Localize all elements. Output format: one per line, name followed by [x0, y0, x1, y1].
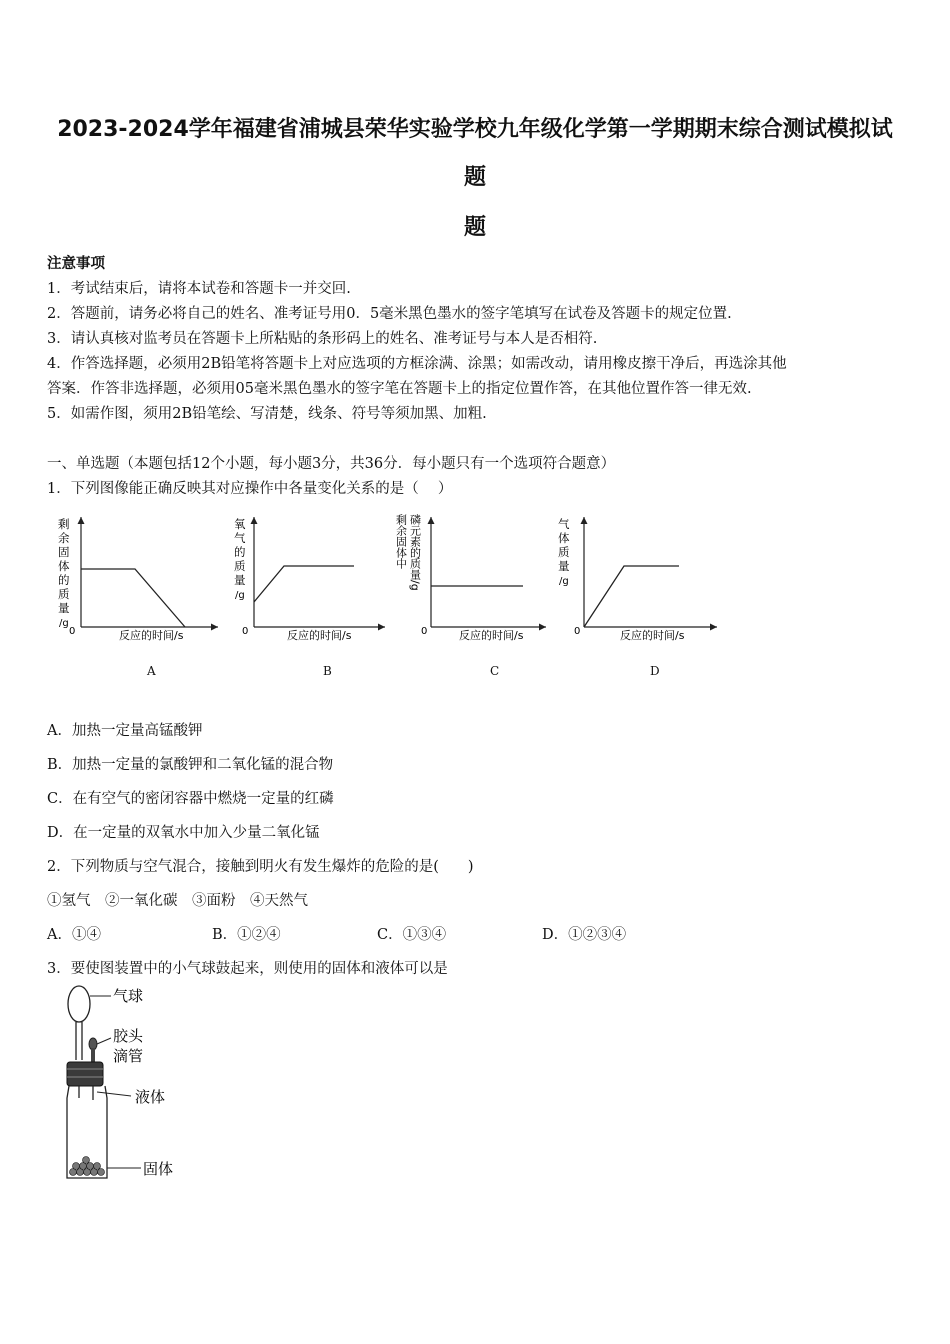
graph-b-ylabel: 量	[234, 573, 246, 587]
graph-a-ylabel: 量	[58, 601, 70, 615]
stopper-icon	[67, 1062, 103, 1086]
label-dropper: 胶头	[113, 1027, 144, 1045]
label-balloon: 气球	[113, 987, 144, 1005]
question-1-option-d: D．在一定量的双氧水中加入少量二氧化锰	[47, 825, 320, 841]
graph-a-ylabel: 余	[58, 531, 70, 545]
graph-b-label: B	[323, 664, 332, 678]
notice-heading: 注意事项	[47, 255, 105, 272]
notice-item: 答案．作答非选择题，必须用05毫米黑色墨水的签字笔在答题卡上的指定位置作答，在其他位置作答一律无效.	[47, 381, 752, 397]
graph-a-curve	[81, 569, 185, 627]
graph-a-ylabel: 固	[58, 545, 70, 559]
question-2-option-c: C．①③④	[377, 927, 447, 943]
question-2-option-a: A．①④	[47, 927, 101, 943]
notice-item: 2．答题前，请务必将自己的姓名、准考证号用0．5毫米黑色墨水的签字笔填写在试卷及答题卡的规定位置.	[47, 306, 732, 322]
graph-b-ylabel: 的	[234, 545, 246, 559]
graph-a-xlabel: 反应的时间/s	[119, 629, 184, 642]
label-liquid: 液体	[135, 1088, 166, 1106]
graph-a-ylabel: 体	[58, 559, 70, 573]
graph-b-ylabel: 气	[234, 531, 246, 545]
question-2-items: ①氢气 ②一氧化碳 ③面粉 ④天然气	[47, 893, 308, 909]
graph-a-ylabel: 剩	[58, 517, 70, 531]
graph-d-label: D	[650, 664, 660, 678]
apparatus-figure	[45, 982, 205, 1187]
graph-b-curve	[254, 566, 354, 602]
graph-c-label: C	[490, 664, 500, 678]
page-title: 2023-2024学年福建省浦城县荣华实验学校九年级化学第一学期期末综合测试模拟试	[57, 117, 893, 142]
graph-b-ylabel: 氧	[234, 517, 246, 531]
question-3-stem: 3．要使图装置中的小气球鼓起来，则使用的固体和液体可以是	[47, 961, 448, 977]
graph-d	[554, 512, 724, 647]
graph-a-ylabel: /g	[59, 618, 69, 629]
graph-c-ylabel: 磷元素的质量/g	[408, 514, 422, 591]
graph-d-xlabel: 反应的时间/s	[620, 629, 685, 642]
graph-c-origin: 0	[421, 626, 428, 637]
question-2-option-d: D．①②③④	[542, 927, 627, 943]
graph-d-origin: 0	[574, 626, 581, 637]
page-title-continued-2: 题	[463, 215, 486, 240]
notice-item: 1．考试结束后，请将本试卷和答题卡一并交回.	[47, 281, 351, 297]
question-1-option-c: C．在有空气的密闭容器中燃烧一定量的红磷	[47, 791, 334, 807]
notice-item: 4．作答选择题，必须用2B铅笔将答题卡上对应选项的方框涂满、涂黑；如需改动，请用橡皮擦干净后，再选涂其他	[47, 356, 787, 372]
question-1-stem: 1．下列图像能正确反映其对应操作中各量变化关系的是（ ）	[47, 481, 453, 497]
graph-a-origin: 0	[69, 626, 76, 637]
solid-beads-icon	[70, 1157, 105, 1176]
graph-b-xlabel: 反应的时间/s	[287, 629, 352, 642]
section-heading: 一、单选题（本题包括12个小题，每小题3分，共36分．每小题只有一个选项符合题意）	[47, 456, 616, 472]
graph-b	[232, 512, 392, 647]
graph-d-ylabel: 体	[558, 531, 570, 545]
graph-d-ylabel: 气	[558, 517, 570, 531]
graph-d-curve	[584, 566, 679, 627]
question-1-option-b: B．加热一定量的氯酸钾和二氧化锰的混合物	[47, 757, 334, 773]
question-1-option-a: A．加热一定量高锰酸钾	[47, 723, 203, 739]
graph-d-ylabel: /g	[559, 576, 569, 587]
balloon-icon	[68, 986, 90, 1022]
graph-d-ylabel: 量	[558, 559, 570, 573]
graph-a-ylabel: 质	[58, 587, 70, 601]
notice-item: 3．请认真核对监考员在答题卡上所粘贴的条形码上的姓名、准考证号与本人是否相符.	[47, 331, 598, 347]
label-dropper: 滴管	[113, 1047, 144, 1065]
graph-d-ylabel: 质	[558, 545, 570, 559]
question-2-option-b: B．①②④	[212, 927, 281, 943]
graph-c-ylabel: 剩余固体中	[394, 514, 408, 569]
graph-c	[393, 512, 553, 647]
graph-b-ylabel: /g	[235, 590, 245, 601]
label-solid: 固体	[143, 1160, 174, 1178]
graph-a-label: A	[147, 664, 156, 678]
graph-a	[55, 512, 225, 647]
graph-c-xlabel: 反应的时间/s	[459, 629, 524, 642]
notice-item: 5．如需作图，须用2B铅笔绘、写清楚，线条、符号等须加黑、加粗.	[47, 406, 487, 422]
page-title-continued: 题	[463, 165, 486, 190]
graph-a-ylabel: 的	[58, 573, 70, 587]
graph-b-ylabel: 质	[234, 559, 246, 573]
question-2-stem: 2．下列物质与空气混合，接触到明火有发生爆炸的危险的是( )	[47, 859, 474, 875]
graph-b-origin: 0	[242, 626, 249, 637]
